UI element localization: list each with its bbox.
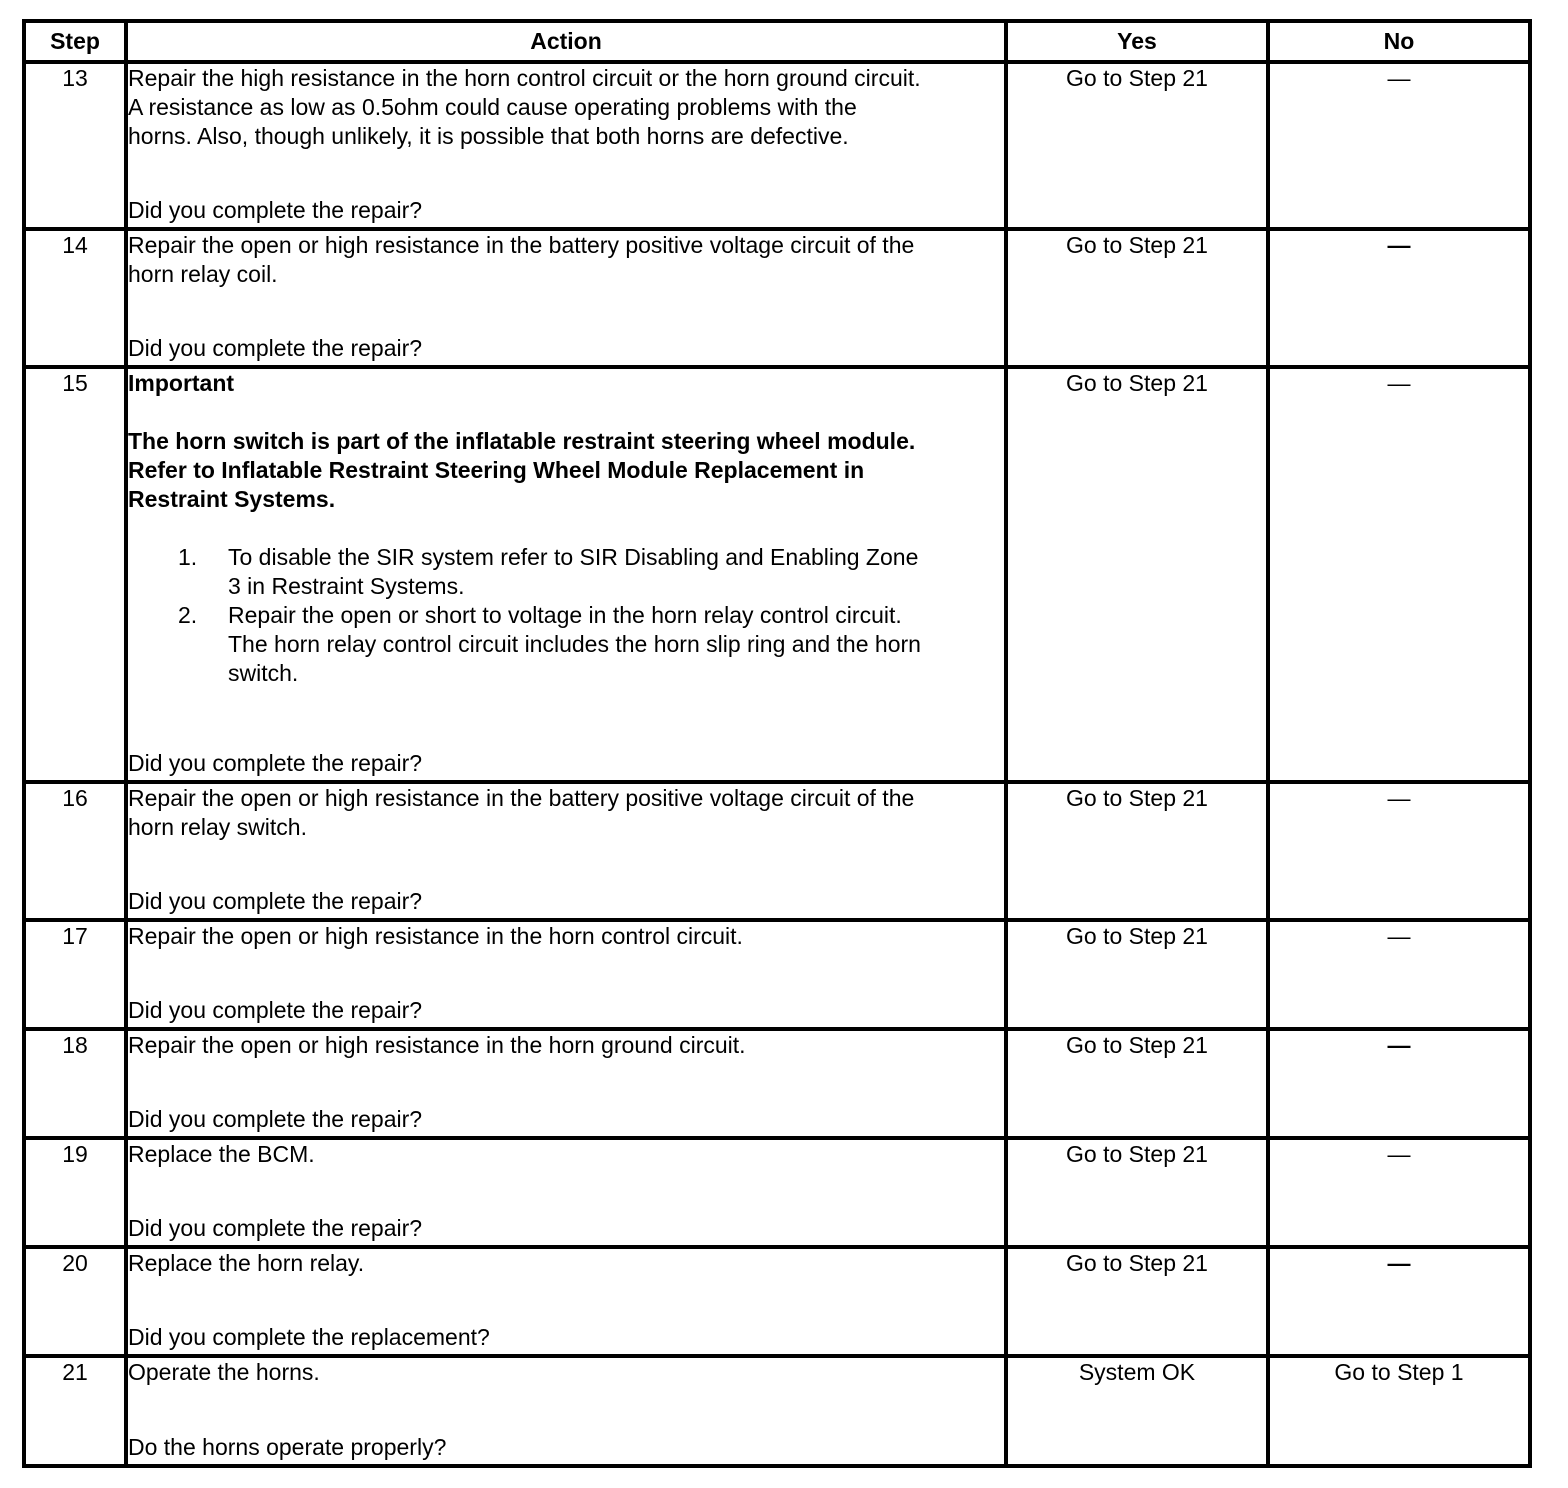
action-cell: [126, 62, 1006, 229]
no-result: Go to Step 1: [1268, 1356, 1530, 1466]
list-item-number: 2.: [178, 602, 198, 628]
action-line: horns. Also, though unlikely, it is possible that both horns are defective.: [128, 123, 849, 149]
header-yes: Yes: [1006, 21, 1268, 62]
action-line: Repair the open or high resistance in the horn ground circuit.: [128, 1032, 746, 1058]
action-question: Do the horns operate properly?: [128, 1434, 447, 1460]
action-cell: [126, 1356, 1006, 1466]
dash-glyph: —: [1387, 232, 1411, 258]
table-row-step-15: [24, 367, 1530, 782]
step-number: 21: [24, 1356, 126, 1466]
list-item-line: 3 in Restraint Systems.: [228, 573, 465, 599]
action-line: Repair the open or high resistance in the battery positive voltage circuit of the: [128, 232, 915, 258]
important-line: Refer to Inflatable Restraint Steering Wheel Module Replacement in: [128, 457, 865, 483]
step-number: 16: [24, 782, 126, 920]
action-question: Did you complete the repair?: [128, 997, 423, 1023]
list-item: [178, 601, 1004, 688]
list-item-number: 1.: [178, 544, 198, 570]
dash-glyph: —: [1387, 1250, 1411, 1276]
step-number: 14: [24, 229, 126, 367]
yes-result: Go to Step 21: [1006, 782, 1268, 920]
yes-result: Go to Step 21: [1006, 920, 1268, 1029]
dash-glyph: —: [1387, 1032, 1411, 1058]
list-item-line: switch.: [228, 660, 299, 686]
table-row-step-18: [24, 1029, 1530, 1138]
action-question: Did you complete the repair?: [128, 335, 423, 361]
table-row-step-20: [24, 1247, 1530, 1356]
dash-glyph: —: [1387, 923, 1411, 949]
no-result: [1268, 229, 1530, 367]
dash-glyph: —: [1387, 65, 1411, 91]
yes-result: Go to Step 21: [1006, 62, 1268, 229]
list-item-line: To disable the SIR system refer to SIR Disabling and Enabling Zone: [228, 544, 919, 570]
action-line: A resistance as low as 0.5ohm could cause operating problems with the: [128, 94, 857, 120]
action-question: Did you complete the repair?: [128, 197, 423, 223]
header-no: No: [1268, 21, 1530, 62]
table-row-step-16: [24, 782, 1530, 920]
action-cell: [126, 229, 1006, 367]
important-title: Important: [128, 370, 235, 396]
table-row-step-13: [24, 62, 1530, 229]
action-line: Operate the horns.: [128, 1359, 320, 1385]
action-line: Repair the open or high resistance in the horn control circuit.: [128, 923, 743, 949]
step-number: 18: [24, 1029, 126, 1138]
header-step: Step: [24, 21, 126, 62]
action-cell: [126, 1247, 1006, 1356]
important-note: [128, 427, 1004, 514]
procedure-list: [128, 543, 1004, 688]
list-item-line: Repair the open or short to voltage in the horn relay control circuit.: [228, 602, 902, 628]
action-question: Did you complete the repair?: [128, 750, 423, 776]
important-line: The horn switch is part of the inflatable restraint steering wheel module.: [128, 428, 916, 454]
action-cell: [126, 1138, 1006, 1247]
dash-glyph: —: [1387, 370, 1411, 396]
list-item: [178, 543, 1004, 601]
yes-result: Go to Step 21: [1006, 1029, 1268, 1138]
header-row: [24, 21, 1530, 62]
table-row-step-19: [24, 1138, 1530, 1247]
action-question: Did you complete the replacement?: [128, 1324, 490, 1350]
no-result: [1268, 367, 1530, 782]
action-line: Replace the BCM.: [128, 1141, 315, 1167]
action-line: Repair the high resistance in the horn control circuit or the horn ground circuit.: [128, 65, 921, 91]
action-line: horn relay coil.: [128, 261, 278, 287]
step-number: 17: [24, 920, 126, 1029]
yes-result: Go to Step 21: [1006, 229, 1268, 367]
no-result: [1268, 782, 1530, 920]
action-question: Did you complete the repair?: [128, 1106, 423, 1132]
action-question: Did you complete the repair?: [128, 888, 423, 914]
action-cell: [126, 920, 1006, 1029]
step-number: 20: [24, 1247, 126, 1356]
important-line: Restraint Systems.: [128, 486, 336, 512]
step-number: 19: [24, 1138, 126, 1247]
no-result: [1268, 1138, 1530, 1247]
table-row-step-17: [24, 920, 1530, 1029]
dash-glyph: —: [1387, 1141, 1411, 1167]
table-row-step-14: [24, 229, 1530, 367]
dash-glyph: —: [1387, 785, 1411, 811]
action-cell: [126, 782, 1006, 920]
action-cell: [126, 367, 1006, 782]
action-line: Repair the open or high resistance in the battery positive voltage circuit of the: [128, 785, 915, 811]
no-result: [1268, 1029, 1530, 1138]
yes-result: Go to Step 21: [1006, 367, 1268, 782]
list-item-line: The horn relay control circuit includes the horn slip ring and the horn: [228, 631, 921, 657]
step-number: 13: [24, 62, 126, 229]
header-action: Action: [126, 21, 1006, 62]
action-cell: [126, 1029, 1006, 1138]
yes-result: Go to Step 21: [1006, 1138, 1268, 1247]
step-number: 15: [24, 367, 126, 782]
diagnostic-table: [22, 19, 1532, 1468]
table-row-step-21: [24, 1356, 1530, 1466]
yes-result: Go to Step 21: [1006, 1247, 1268, 1356]
action-line: horn relay switch.: [128, 814, 307, 840]
no-result: [1268, 62, 1530, 229]
action-line: Replace the horn relay.: [128, 1250, 365, 1276]
no-result: [1268, 920, 1530, 1029]
action-question: Did you complete the repair?: [128, 1215, 423, 1241]
no-result: [1268, 1247, 1530, 1356]
yes-result: System OK: [1006, 1356, 1268, 1466]
